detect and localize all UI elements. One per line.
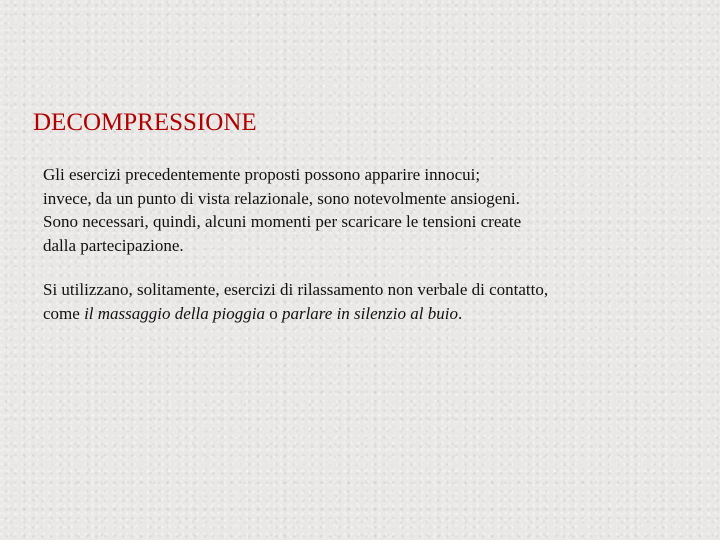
paragraph-exercises <box>43 278 683 325</box>
paragraph-intro <box>43 163 683 257</box>
text-suffix: . <box>457 303 463 323</box>
paragraph-line: Si utilizzano, solitamente, esercizi di rilassamento non verbale di contatto, <box>43 280 549 299</box>
slide-body <box>43 163 683 325</box>
paragraph-line: invece, da un punto di vista relazionale, sono notevolmente ansiogeni. <box>43 188 520 208</box>
paragraph-line: Sono necessari, quindi, alcuni momenti per scaricare le tensioni create <box>43 212 522 231</box>
slide-title: DECOMPRESSIONE <box>33 109 257 136</box>
text-prefix: come <box>43 303 85 323</box>
paragraph-line: Gli esercizi precedentemente proposti possono apparire innocui; <box>43 165 481 184</box>
example-rain-massage: il massaggio della pioggia <box>84 303 265 323</box>
example-silent-talk: parlare in silenzio al buio <box>281 303 458 323</box>
paragraph-line: dalla partecipazione. <box>43 235 184 255</box>
text-connector: o <box>264 303 282 323</box>
paragraph-line-examples <box>43 302 683 326</box>
